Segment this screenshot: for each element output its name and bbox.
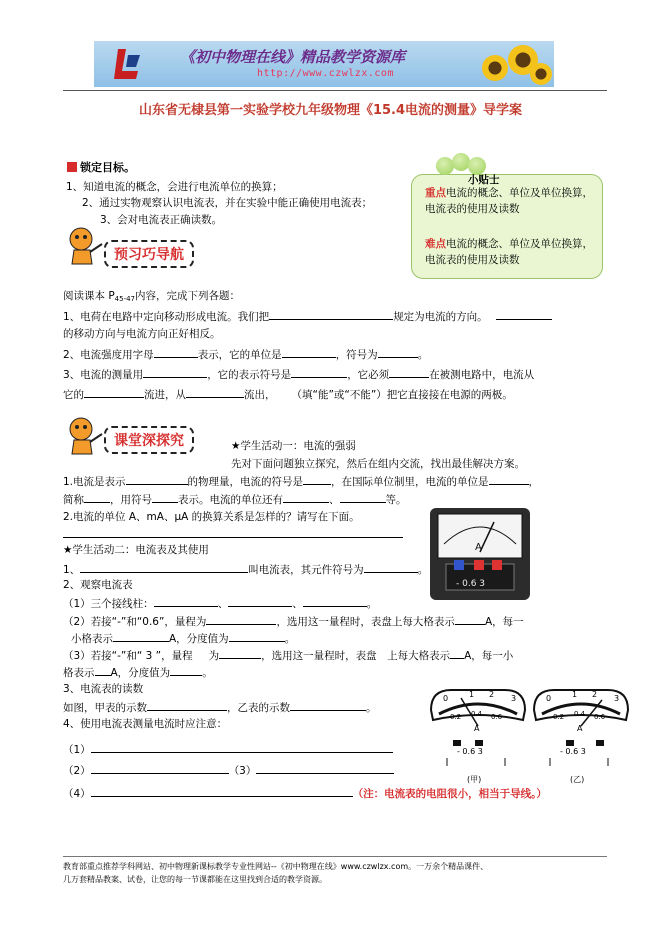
blank-field[interactable] — [206, 613, 276, 625]
svg-text:A: A — [577, 724, 583, 733]
blank-field[interactable] — [229, 630, 285, 642]
activity-two-q2: 2、观察电流表 — [63, 579, 133, 591]
svg-text:(甲): (甲) — [467, 775, 482, 784]
svg-text:0.6: 0.6 — [491, 713, 503, 721]
tiger-mascot-icon — [62, 224, 104, 270]
blank-field[interactable] — [154, 595, 218, 607]
range-06-question-cont: 小格表示 A，分度值为 。 — [71, 630, 295, 646]
goal-item: 3、会对电流表正确读数。 — [100, 214, 223, 226]
svg-text:A: A — [475, 542, 482, 553]
activity-one-q1: 1.电流是表示 的物理量，电流的符号是 ，在国际单位制里，电流的单位是 ， — [63, 473, 539, 489]
site-logo-icon — [112, 45, 146, 83]
svg-text:0.2: 0.2 — [450, 713, 462, 721]
tiger-mascot-icon — [62, 414, 104, 460]
blank-field[interactable] — [113, 630, 169, 642]
footer-divider — [63, 856, 607, 857]
activity-two-q1: 1、 叫电流表，其元件符号为 。 — [63, 561, 428, 577]
range-3-question-cont: 格表示 A，分度值为 。 — [63, 664, 213, 680]
activity-two-q4: 4、使用电流表测量电流时应注意： — [63, 718, 228, 730]
blank-field[interactable] — [147, 699, 227, 711]
svg-text:2: 2 — [592, 690, 598, 699]
meter-b-diagram — [530, 686, 632, 786]
svg-text:0.6: 0.6 — [594, 713, 606, 721]
preview-q3-cont: 它的 流进，从 流出， （填“能”或“不能”）把它直接接在电源的两极。 — [63, 386, 513, 402]
svg-text:1: 1 — [469, 690, 475, 699]
page-title: 山东省无棣县第一实验学校九年级物理《15.4电流的测量》导学案 — [138, 103, 523, 118]
red-square-icon — [67, 162, 77, 172]
range-06-question: （2）若接“-”和“0.6”，量程为 ，选用这一量程时，表盘上每大格表示 A，每一 — [63, 613, 524, 629]
meter-a-diagram — [427, 686, 529, 786]
banner-url[interactable]: http://www.czwlzx.com — [257, 68, 394, 79]
svg-text:A: A — [474, 724, 480, 733]
svg-text:0.4: 0.4 — [574, 710, 586, 718]
blank-field[interactable] — [154, 346, 198, 358]
blank-field[interactable] — [389, 366, 429, 378]
blank-field[interactable] — [303, 595, 367, 607]
tip-key-point: 重点电流的概念、单位及单位换算，电流表的使用及读数 — [425, 187, 593, 215]
blank-field[interactable] — [84, 386, 144, 398]
blank-field[interactable] — [290, 699, 366, 711]
range-3-question: （3）若接“-”和“ 3 ”，量程 为 ，选用这一量程时，表盘 上每大格表示 A，每一小 — [63, 647, 513, 663]
blank-field[interactable] — [283, 491, 329, 503]
svg-text:- 0.6 3: - 0.6 3 — [456, 579, 486, 589]
activity-one-q2: 2.电流的单位 A、mA、μA 的换算关系是怎样的？请写在下面。 — [63, 511, 360, 523]
reading-instruction: 阅读课本 $P_{45-47}$内容，完成下列各题： — [63, 290, 241, 303]
blank-field[interactable] — [91, 762, 229, 774]
activity-two-heading: ★学生活动二：电流表及其使用 — [63, 544, 209, 556]
blank-field[interactable] — [291, 366, 347, 378]
note-line-1: （1） — [63, 741, 393, 757]
blank-field[interactable] — [378, 346, 418, 358]
goal-item: 1、知道电流的概念，会进行电流单位的换算； — [66, 181, 283, 193]
header-divider — [63, 90, 607, 91]
sunflower-icon — [482, 55, 508, 81]
note-line-4: （4） （注：电流表的电阻很小，相当于导线。） — [63, 785, 547, 801]
svg-text:3: 3 — [614, 694, 620, 703]
preview-q1: 1、电荷在电路中定向移动形成电流。我们把 规定为电流的方向。 — [63, 308, 552, 324]
blank-field[interactable] — [80, 561, 248, 573]
svg-text:0: 0 — [443, 694, 449, 703]
blank-field[interactable] — [455, 613, 485, 625]
activity-one-instruction: 先对下面问题独立探究，然后在组内交流，找出最佳解决方案。 — [231, 458, 525, 470]
blank-field[interactable] — [91, 741, 393, 753]
blank-field[interactable] — [303, 473, 331, 485]
preview-sticker: 预习巧导航 — [104, 240, 194, 268]
blank-field[interactable] — [143, 366, 207, 378]
preview-q2: 2、电流强度用字母 表示，它的单位是 ，符号为 。 — [63, 346, 428, 362]
footer — [63, 860, 607, 886]
blank-field[interactable] — [364, 561, 418, 573]
blank-field[interactable] — [496, 308, 552, 320]
blank-field[interactable] — [95, 664, 111, 676]
tip-box — [411, 174, 603, 279]
svg-text:0: 0 — [546, 694, 552, 703]
blank-field[interactable] — [228, 595, 292, 607]
blank-field[interactable] — [219, 647, 261, 659]
blank-field[interactable] — [256, 762, 394, 774]
answer-line[interactable] — [63, 537, 403, 538]
blank-field[interactable] — [186, 386, 244, 398]
blank-field[interactable] — [340, 491, 386, 503]
bubble-icon — [452, 153, 470, 171]
blank-field[interactable] — [91, 785, 353, 797]
footer-line: 教育部重点推荐学科网站、初中物理新课标教学专业性网站--《初中物理在线》www.czwlzx.com。一万余个精品课件、 — [63, 862, 489, 871]
blank-field[interactable] — [170, 664, 202, 676]
svg-text:3: 3 — [511, 694, 517, 703]
svg-text:0.2: 0.2 — [553, 713, 565, 721]
class-sticker: 课堂深探究 — [104, 426, 194, 454]
blank-field[interactable] — [282, 346, 336, 358]
sunflower-icon — [530, 63, 552, 85]
blank-field[interactable] — [84, 491, 110, 503]
activity-two-q3: 3、电流表的读数 — [63, 683, 144, 695]
preview-q3: 3、电流的测量用 ，它的表示符号是 ，它必须 在被测电路中，电流从 — [63, 366, 534, 382]
tip-difficult-point: 难点电流的概念、单位及单位换算，电流表的使用及读数 — [425, 238, 593, 266]
terminals-question: （1）三个接线柱： 、 、 。 — [63, 595, 377, 611]
goal-item: 2、通过实物观察认识电流表，并在实验中能正确使用电流表； — [82, 197, 373, 209]
footer-line: 几万套精品教案、试卷，让您的每一节课都能在这里找到合适的教学资源。 — [63, 875, 327, 884]
blank-field[interactable] — [269, 308, 393, 320]
svg-text:(乙): (乙) — [570, 775, 585, 784]
svg-text:0.4: 0.4 — [471, 710, 483, 718]
blank-field[interactable] — [126, 473, 188, 485]
svg-text:- 0.6 3: - 0.6 3 — [560, 747, 586, 756]
ammeter-note: （注：电流表的电阻很小，相当于导线。） — [352, 788, 547, 800]
activity-one-q1-cont: 简称 ，用符号 表示。电流的单位还有 、 等。 — [63, 491, 407, 507]
ammeter-device — [428, 506, 532, 602]
svg-text:2: 2 — [489, 690, 495, 699]
svg-text:- 0.6 3: - 0.6 3 — [457, 747, 483, 756]
banner-title: 《初中物理在线》精品教学资源库 — [180, 48, 406, 66]
tip-title: 小贴士 — [468, 174, 500, 186]
goals-heading: 锁定目标。 — [67, 161, 135, 175]
blank-field[interactable] — [450, 647, 464, 659]
preview-q1-cont: 的移动方向与电流方向正好相反。 — [63, 328, 221, 340]
reading-question: 如图，甲表的示数 ，乙表的示数 。 — [63, 699, 377, 715]
header-banner — [94, 41, 554, 87]
note-line-2: （2） （3） — [63, 762, 394, 778]
activity-one-heading: ★学生活动一：电流的强弱 — [231, 440, 356, 452]
blank-field[interactable] — [152, 491, 178, 503]
svg-text:1: 1 — [572, 690, 578, 699]
blank-field[interactable] — [489, 473, 529, 485]
